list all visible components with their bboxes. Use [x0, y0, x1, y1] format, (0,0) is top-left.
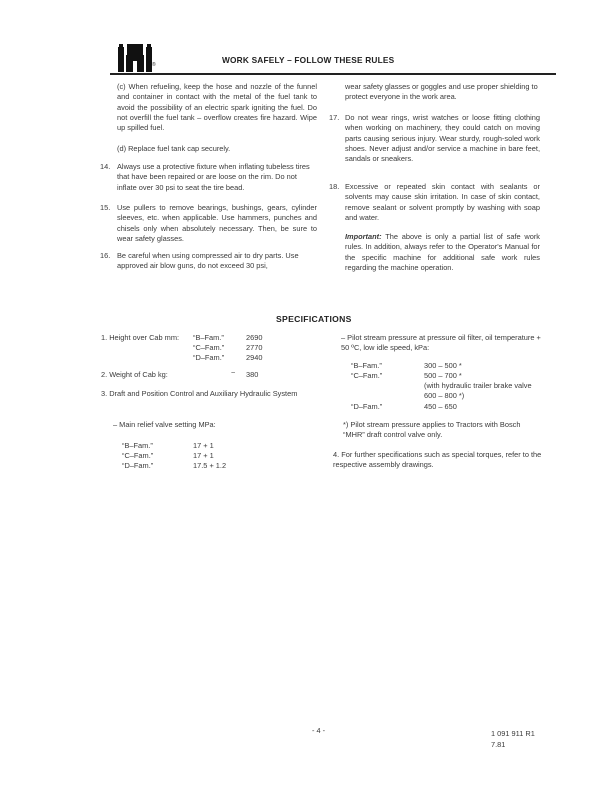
spec-1-val-b: 2690: [246, 333, 263, 342]
document-number: 1 091 911 R1: [491, 729, 535, 738]
header-rule: [110, 73, 556, 75]
rule-14-number: 14.: [100, 162, 111, 171]
pilot-val-c-brake: (with hydraulic trailer brake valve 600 – 800 *): [424, 381, 532, 401]
important-note: [345, 232, 540, 273]
page-number: - 4 -: [312, 726, 326, 735]
rule-16: Be careful when using compressed air to dry parts. Use approved air blow guns, do not exceed 30 psi,: [117, 251, 299, 271]
pilot-val-d: 450 – 650: [424, 402, 457, 411]
relief-valve-label: – Main relief valve setting MPa:: [113, 420, 216, 429]
relief-fam-d: “D–Fam.”: [122, 461, 154, 470]
rule-15: Use pullers to remove bearings, bushings, gears, cylinder sleeves, etc. when applicable. Use hammers, punches and chisels only when absolutely necessary. Then, be sure to wear safety glasses.: [117, 203, 317, 243]
rule-15-number: 15.: [100, 203, 111, 212]
spec-2-approx: ~: [231, 368, 236, 377]
specifications-title: SPECIFICATIONS: [276, 314, 352, 324]
ih-logo: [118, 44, 152, 72]
relief-val-d: 17.5 + 1.2: [193, 461, 227, 470]
pilot-val-c: 500 – 700 *: [424, 371, 462, 380]
pilot-val-b: 300 – 500 *: [424, 361, 462, 370]
rule-17-number: 17.: [329, 113, 340, 122]
spec-2-label: 2. Weight of Cab kg:: [101, 370, 168, 379]
rule-18-number: 18.: [329, 182, 340, 191]
relief-fam-c: “C–Fam.”: [122, 451, 154, 460]
relief-val-c: 17 + 1: [193, 451, 214, 460]
relief-val-b: 17 + 1: [193, 441, 214, 450]
rule-13c: (c) When refueling, keep the hose and nozzle of the funnel and container in contact with the metal of the fuel tank to avoid the possibility of an electric spark igniting the fuel. Do not overfill the fuel tank – overflow creates fire hazard. Wipe up spilled fuel.: [117, 82, 317, 133]
rule-13d: (d) Replace fuel tank cap securely.: [117, 144, 231, 153]
spec-3-label: 3. Draft and Position Control and Auxiliary Hydraulic System: [101, 389, 298, 398]
pilot-footnote: *) Pilot stream pressure applies to Tractors with Bosch “MHR” draft control valve only.: [343, 420, 521, 440]
registered-mark: ®: [152, 62, 156, 68]
important-label: Important:: [345, 232, 382, 241]
rule-16-number: 16.: [100, 251, 111, 260]
rule-17: Do not wear rings, wrist watches or loose fitting clothing when working on machinery, they could catch on moving parts causing serious injury. Wear sturdy, rough-soled work shoes. Never adjust and/or service a machine in bare feet, sandals or sneakers.: [345, 113, 540, 164]
rule-16-continued: wear safety glasses or goggles and use proper shielding to protect everyone in the work area.: [345, 82, 538, 102]
relief-fam-b: “B–Fam.”: [122, 441, 153, 450]
pilot-fam-c: “C–Fam.”: [351, 371, 383, 380]
spec-4: 4. For further specifications such as special torques, refer to the respective assembly drawings.: [333, 450, 542, 470]
spec-1-fam-c: “C–Fam.”: [193, 343, 225, 352]
spec-2-value: 380: [246, 370, 259, 379]
spec-1-fam-b: “B–Fam.”: [193, 333, 224, 342]
spec-1-fam-d: “D–Fam.”: [193, 353, 225, 362]
document-date: 7.81: [491, 740, 506, 749]
pilot-pressure-label: – Pilot stream pressure at pressure oil filter, oil temperature + 50 ºC, low idle speed, kPa:: [341, 333, 541, 353]
spec-1-val-c: 2770: [246, 343, 263, 352]
pilot-fam-d: “D–Fam.”: [351, 402, 383, 411]
pilot-fam-b: “B–Fam.”: [351, 361, 382, 370]
spec-1-val-d: 2940: [246, 353, 263, 362]
page-title: WORK SAFELY – FOLLOW THESE RULES: [222, 55, 395, 65]
spec-1-label: 1. Height over Cab mm:: [101, 333, 180, 342]
rule-18: Excessive or repeated skin contact with sealants or solvents may cause skin irritation. In case of skin contact, remove sealant or solvent promptly by washing with soap and water.: [345, 182, 540, 222]
rule-14: Always use a protective fixture when inflating tubeless tires that have been repaired or are loose on the rim. Do not inflate over 30 psi to seat the tire bead.: [117, 162, 310, 192]
important-text: The above is only a partial list of safe work rules. In addition, always refer to the Operator's Manual for the specific machine for additional safe work rules regarding the machine operation.: [345, 232, 540, 272]
